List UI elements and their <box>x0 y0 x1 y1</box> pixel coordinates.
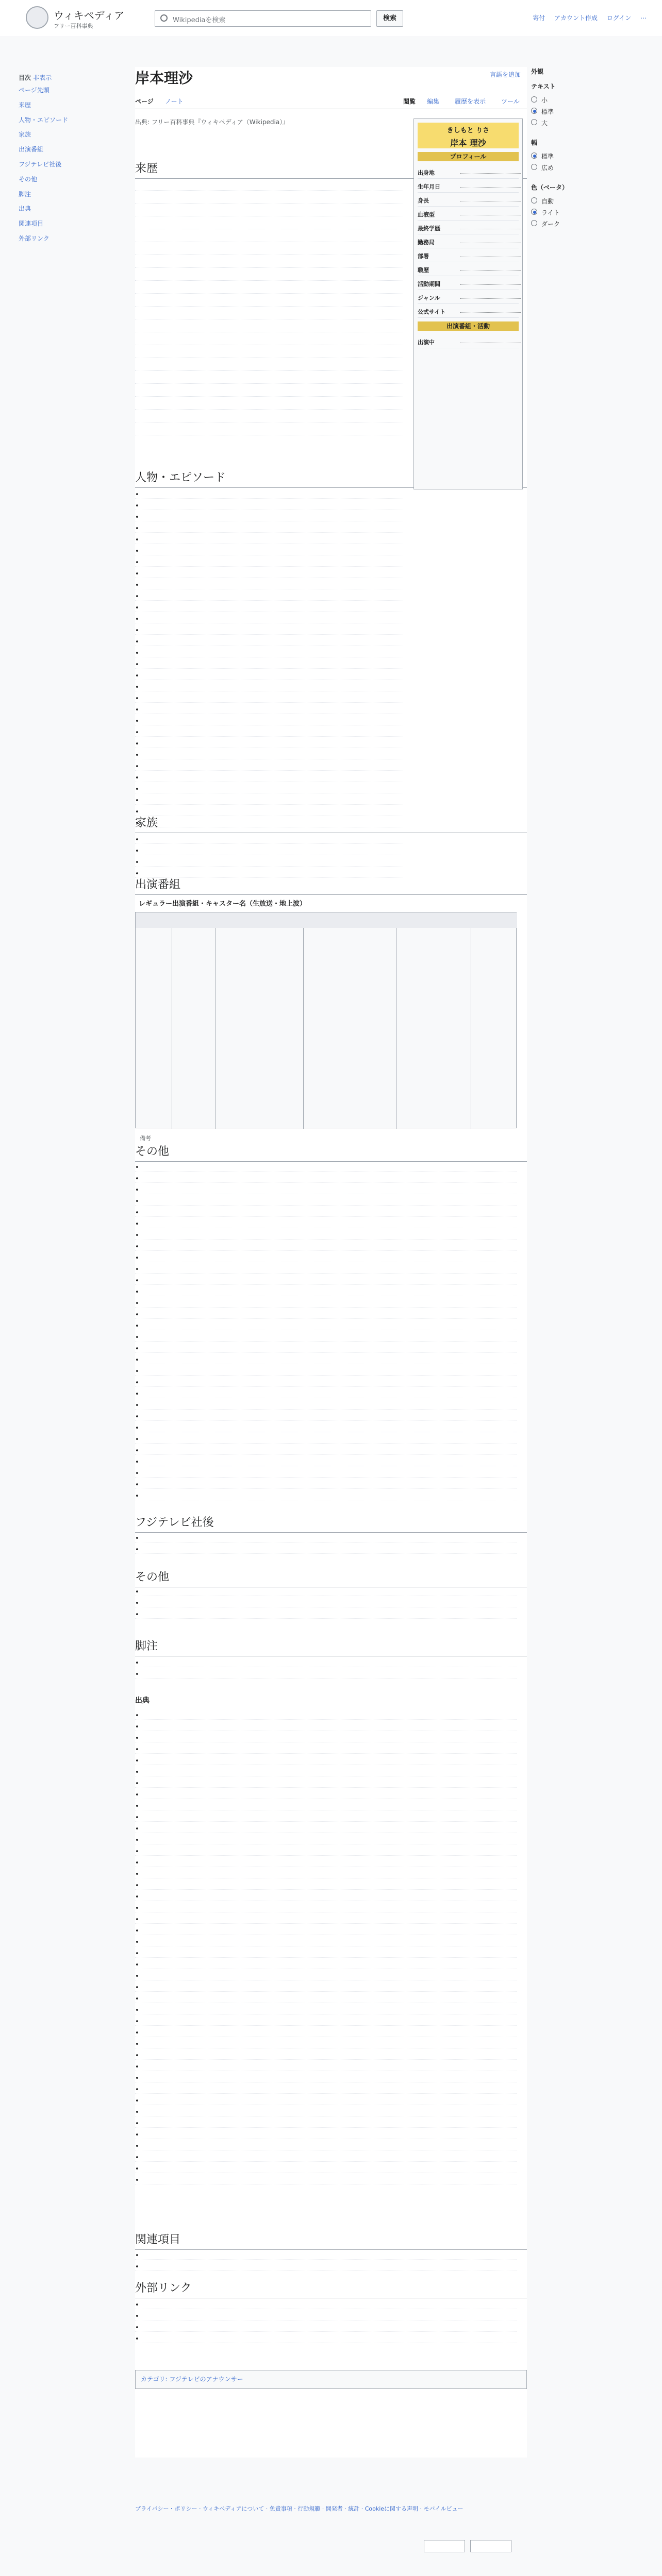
infobox-row: ジャンル <box>418 290 519 304</box>
tab-article[interactable]: ページ <box>135 98 154 105</box>
tab-tools[interactable]: ツール <box>501 98 520 105</box>
infobox-row: 活動期間 <box>418 276 519 290</box>
page-tabs <box>135 93 527 109</box>
table-caption: レギュラー出演番組・キャスター名（生放送・地上波） <box>139 900 307 908</box>
table-fill <box>136 923 517 928</box>
footer-links: プライバシー・ポリシー · ウィキペディアについて · 免責事項 · 行動規範 · 開発者 · 統計 · Cookieに関する声明 · モバイルビュー <box>135 2505 464 2512</box>
width-option[interactable]: 広め <box>531 162 644 174</box>
article <box>135 67 527 2458</box>
family-list <box>135 835 403 880</box>
infobox <box>413 118 523 489</box>
more-icon[interactable]: ⋯ <box>640 14 647 22</box>
radio-icon <box>531 197 537 204</box>
radio-icon <box>531 164 537 170</box>
site-subtitle: フリー百科事典 <box>54 23 93 29</box>
color-option[interactable]: 自動 <box>531 196 644 207</box>
wikipedia-logo[interactable] <box>26 6 48 29</box>
table-note: 備考 <box>140 1135 151 1142</box>
fujitv-list <box>135 1533 517 1556</box>
sidebar-item-personality[interactable]: 人物・エピソード <box>19 116 69 124</box>
sidebar-item-history[interactable]: 来歴 <box>19 101 31 109</box>
sidebar-item-programs[interactable]: 出演番組 <box>19 146 44 154</box>
program-table <box>135 900 517 1142</box>
history-text <box>135 180 403 438</box>
footer-link-disclaimer[interactable]: 免責事項 <box>269 2505 292 2512</box>
site-title[interactable]: ウィキペディア <box>54 9 125 22</box>
sidebar-item-sources[interactable]: 出典 <box>19 205 31 213</box>
donate-link[interactable]: 寄付 <box>533 14 545 22</box>
radio-icon <box>531 96 537 103</box>
user-links <box>525 13 647 22</box>
sidebar-item-fujitv[interactable]: フジテレビ社後 <box>19 160 62 168</box>
radio-icon <box>531 119 537 125</box>
left-sidebar <box>19 67 101 249</box>
search-icon <box>160 14 168 22</box>
wikimedia-badge[interactable] <box>424 2540 465 2552</box>
footer-link-stats[interactable]: 統計 <box>348 2505 360 2512</box>
create-account-link[interactable]: アカウント作成 <box>554 14 598 22</box>
section-other-2: その他 <box>135 1568 527 1587</box>
color-option[interactable]: ダーク <box>531 218 644 230</box>
sidebar-item-related[interactable]: 関連項目 <box>19 220 44 228</box>
sidebar-item-family[interactable]: 家族 <box>19 131 31 139</box>
infobox-row: 部署 <box>418 248 519 262</box>
personality-list <box>135 489 403 829</box>
search-placeholder: Wikipediaを検索 <box>173 16 226 24</box>
width-title: 幅 <box>531 139 538 146</box>
radio-icon <box>531 108 537 114</box>
infobox-head <box>418 123 519 148</box>
color-option[interactable]: ライト <box>531 207 644 218</box>
section-family: 家族 <box>135 814 527 833</box>
category-link[interactable]: カテゴリ: フジテレビのアナウンサー <box>141 2376 243 2383</box>
sidebar-item-external[interactable]: 外部リンク <box>19 234 49 242</box>
footer-link-about[interactable]: ウィキペディアについて <box>202 2505 264 2512</box>
tab-edit[interactable]: 編集 <box>427 98 440 105</box>
sources-list <box>135 1710 517 2187</box>
mediawiki-badge[interactable] <box>470 2540 511 2552</box>
text-size-option[interactable]: 小 <box>531 95 644 106</box>
infobox-row: 生年月日 <box>418 179 519 193</box>
other-list <box>135 1162 517 1502</box>
section-notes: 脚注 <box>135 1637 527 1656</box>
radio-icon <box>531 220 537 226</box>
table-divider <box>303 928 304 1129</box>
sidebar-title: 目次 非表示 <box>19 74 52 81</box>
article-source: 出典: フリー百科事典『ウィキペディア（Wikipedia）』 <box>135 118 289 126</box>
tab-read[interactable]: 閲覧 <box>403 98 416 105</box>
page-title: 岸本理沙 <box>135 70 193 87</box>
footer-link-privacy[interactable]: プライバシー・ポリシー <box>135 2505 197 2512</box>
section-programs: 出演番組 <box>135 876 527 895</box>
footer-link-developers[interactable]: 開発者 <box>325 2505 343 2512</box>
tab-history[interactable]: 履歴を表示 <box>455 98 486 105</box>
appearance-panel <box>531 67 644 230</box>
text-size-title: テキスト <box>531 83 556 90</box>
infobox-row: 血液型 <box>418 207 519 221</box>
related-list <box>135 2250 517 2273</box>
sidebar-item-notes[interactable]: 脚注 <box>19 190 31 198</box>
search-input[interactable] <box>155 10 371 27</box>
radio-icon <box>531 209 537 215</box>
infobox-name: 岸本 理沙 <box>450 138 486 148</box>
infobox-programs-band: 出演番組・活動 <box>418 321 519 331</box>
other2-list <box>135 1587 517 1621</box>
section-fujitv: フジテレビ社後 <box>135 1514 527 1533</box>
footer-link-cookies[interactable]: Cookieに関する声明 <box>365 2505 419 2512</box>
site-header <box>0 0 662 37</box>
text-size-option[interactable]: 大 <box>531 117 644 129</box>
color-title: 色（ベータ） <box>531 184 569 191</box>
sources-title: 出典 <box>135 1697 150 1705</box>
infobox-row: 出身地 <box>418 165 519 179</box>
text-size-option[interactable]: 標準 <box>531 106 644 117</box>
infobox-row: 身長 <box>418 193 519 207</box>
infobox-row: 最終学歴 <box>418 221 519 234</box>
sidebar-item-top[interactable]: ページ先頭 <box>19 87 49 94</box>
sidebar-item-other[interactable]: その他 <box>19 175 38 183</box>
section-personality: 人物・エピソード <box>135 469 527 488</box>
infobox-row: 勤務局 <box>418 234 519 248</box>
section-history: 来歴 <box>135 160 527 179</box>
section-related: 関連項目 <box>135 2231 527 2250</box>
appearance-title: 外観 <box>531 68 544 75</box>
notes-list <box>135 1658 517 1681</box>
width-option[interactable]: 標準 <box>531 151 644 162</box>
section-external: 外部リンク <box>135 2279 527 2298</box>
tab-talk[interactable]: ノート <box>165 98 184 105</box>
infobox-row: 職歴 <box>418 262 519 276</box>
infobox-row: 出演中 <box>418 334 519 348</box>
login-link[interactable]: ログイン <box>606 14 632 22</box>
search-button[interactable]: 検索 <box>376 10 403 27</box>
category-box <box>135 2370 527 2389</box>
footer-link-conduct[interactable]: 行動規範 <box>297 2505 321 2512</box>
footer-link-mobile[interactable]: モバイルビュー <box>423 2505 464 2512</box>
infobox-profile-band: プロフィール <box>418 152 519 161</box>
section-other: その他 <box>135 1143 527 1162</box>
language-link[interactable]: 言語を追加 <box>489 71 521 78</box>
infobox-kana: きしもと りさ <box>446 127 490 134</box>
infobox-row: 公式サイト <box>418 304 519 318</box>
site-footer <box>135 2504 527 2514</box>
radio-icon <box>531 152 537 159</box>
external-list <box>135 2300 517 2345</box>
